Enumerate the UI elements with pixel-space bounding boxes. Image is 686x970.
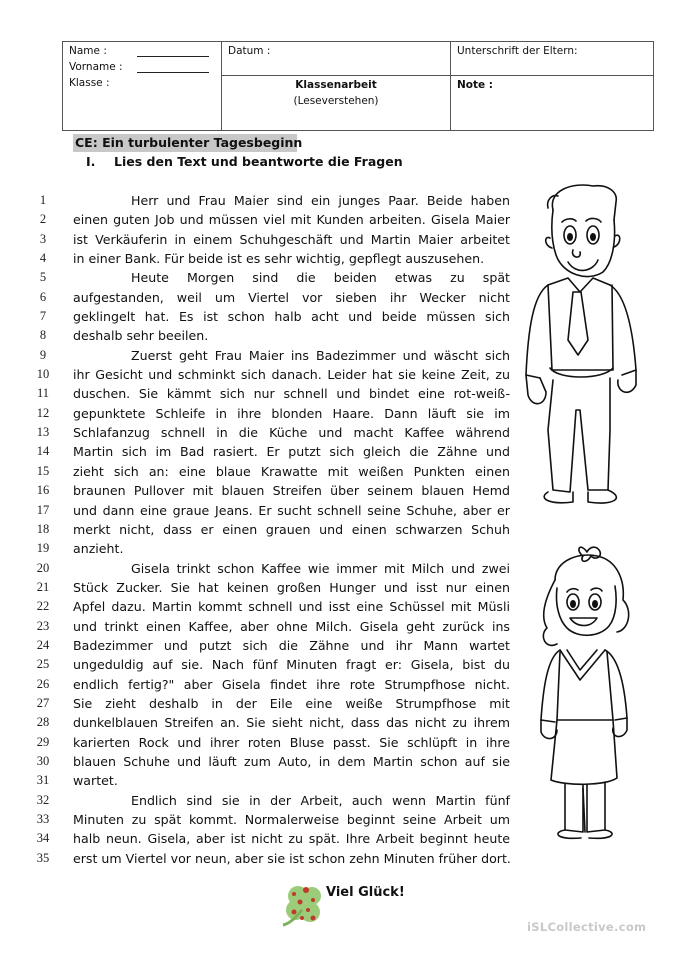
line-number: 6 xyxy=(39,289,47,304)
watermark: iSLCollective.com xyxy=(527,920,647,934)
text-line xyxy=(28,288,510,307)
text-line xyxy=(28,675,510,694)
exam-info-cell xyxy=(222,42,451,130)
line-text: duschen. Sie kämmt sich nur schnell und bindet eine rot-weiß- xyxy=(73,386,510,402)
text-line xyxy=(28,810,510,829)
name-field-line[interactable] xyxy=(137,56,209,57)
line-number: 8 xyxy=(39,328,47,343)
line-text: Herr und Frau Maier sind ein junges Paar. Beide haben xyxy=(131,193,510,208)
line-number: 18 xyxy=(36,521,50,536)
text-line xyxy=(28,849,510,868)
good-luck-text: Viel Glück! xyxy=(326,885,405,900)
line-text: Martin sich im Bad rasiert. Er putzt sich gleich die Zähne und xyxy=(73,444,510,460)
text-line xyxy=(28,791,510,810)
line-number: 27 xyxy=(36,695,50,710)
name-label: Name : xyxy=(69,45,107,57)
text-line xyxy=(28,694,510,713)
note-label: Note : xyxy=(457,79,493,91)
man-illustration xyxy=(518,180,648,525)
line-number: 14 xyxy=(36,444,50,459)
text-line xyxy=(28,268,510,287)
text-line xyxy=(28,423,510,442)
line-text: Zuerst geht Frau Maier ins Badezimmer und wäscht sich xyxy=(131,347,510,363)
text-line xyxy=(28,249,510,268)
line-text: Schlafanzug schnell in die Küche und macht Kaffee während xyxy=(73,425,510,441)
line-text: gepunktete Schleife in ihre blonden Haare. Dann läuft sie im xyxy=(73,405,510,421)
line-number: 33 xyxy=(36,812,50,826)
text-line xyxy=(28,326,510,345)
vorname-field-line[interactable] xyxy=(137,72,209,73)
line-number: 30 xyxy=(36,753,50,768)
line-text: und trinkt einen Kaffee, aber ohne Milch. Gisela geht zurück ins xyxy=(73,618,510,634)
clover-icon xyxy=(280,880,330,930)
line-text: deshalb sehr beeilen. xyxy=(73,328,209,344)
exam-subtitle: (Leseverstehen) xyxy=(293,95,379,107)
line-number: 17 xyxy=(36,502,50,517)
line-text: Endlich sind sie in der Arbeit, auch wenn Martin fünf xyxy=(131,792,510,808)
line-number: 19 xyxy=(36,541,50,556)
line-text: ihr Gesicht und schminkt sich danach. Leider hat sie keine Zeit, zu xyxy=(73,367,510,383)
line-text: Badezimmer und putzt sich die Zähne und ihr Mann wartet xyxy=(73,637,510,653)
line-text: geklingelt hat. Es ist schon halb acht und beide müssen sich xyxy=(73,309,510,325)
line-text: Heute Morgen sind die beiden etwas zu spät xyxy=(131,270,510,286)
text-line xyxy=(28,462,510,481)
line-text: in einer Bank. Für beide ist es sehr wichtig, gepflegt auszusehen. xyxy=(73,251,485,267)
line-number: 23 xyxy=(36,618,50,633)
text-line xyxy=(28,578,510,597)
exam-title: Klassenarbeit xyxy=(295,79,377,91)
text-line xyxy=(28,617,510,636)
parent-info-cell xyxy=(451,42,653,130)
signature-label: Unterschrift der Eltern: xyxy=(457,45,578,57)
line-number: 12 xyxy=(36,405,50,420)
student-info-cell xyxy=(63,42,222,130)
line-text: dunkelblauen Streifen an. Sie sieht nicht, dass das nicht zu ihrem xyxy=(73,715,510,731)
text-line xyxy=(28,771,510,790)
text-line xyxy=(28,655,510,674)
row-divider xyxy=(451,75,653,76)
line-number: 34 xyxy=(36,831,50,846)
text-line xyxy=(28,346,510,365)
line-number: 1 xyxy=(39,193,47,207)
text-line xyxy=(28,752,510,771)
reading-text xyxy=(28,191,510,868)
line-number: 10 xyxy=(36,367,50,382)
vorname-label: Vorname : xyxy=(69,61,123,73)
text-line xyxy=(28,210,510,229)
text-line xyxy=(28,501,510,520)
header-table xyxy=(62,41,654,131)
klasse-label: Klasse : xyxy=(69,77,110,89)
text-line xyxy=(28,307,510,326)
line-text: erst um Viertel vor neun, aber sie ist schon zehn Minuten früher dort. xyxy=(73,850,511,866)
line-number: 31 xyxy=(36,773,50,788)
line-text: zieht sich an: eine blaue Krawatte mit weißen Punkten einen xyxy=(73,463,510,479)
line-text: blauen Schuhe und läuft zum Auto, in dem Martin schon auf sie xyxy=(73,753,510,769)
line-text: einen guten Job und müssen viel mit Kunden arbeiten. Gisela Maier xyxy=(73,212,510,228)
line-text: Sie zieht deshalb in der Eile eine weiße Strumpfhose mit xyxy=(73,695,510,711)
line-number: 29 xyxy=(36,734,50,749)
section-title: CE: Ein turbulenter Tagesbeginn xyxy=(75,135,303,150)
line-number: 11 xyxy=(36,386,50,401)
text-line xyxy=(28,539,510,558)
task-text: Lies den Text und beantworte die Fragen xyxy=(114,154,403,169)
line-number: 21 xyxy=(36,579,50,594)
line-number: 15 xyxy=(36,463,50,478)
line-number: 3 xyxy=(39,231,47,246)
line-number: 20 xyxy=(36,560,50,575)
text-line xyxy=(28,713,510,732)
line-number: 28 xyxy=(36,715,50,730)
text-line xyxy=(28,559,510,578)
line-number: 16 xyxy=(36,483,50,498)
line-number: 2 xyxy=(39,212,47,227)
text-line xyxy=(28,829,510,848)
line-number: 22 xyxy=(36,599,50,614)
line-text: Apfel dazu. Martin kommt schnell und isst eine Schüssel mit Müsli xyxy=(73,599,510,615)
line-number: 9 xyxy=(39,347,47,362)
line-text: braunen Pullover mit blauen Streifen über seinem blauen Hemd xyxy=(73,483,510,499)
line-text: ist Verkäuferin in einem Schuhgeschäft und Martin Maier arbeitet xyxy=(73,231,510,247)
line-number: 7 xyxy=(39,309,47,324)
line-number: 32 xyxy=(36,792,50,807)
line-number: 5 xyxy=(39,270,47,285)
text-line xyxy=(28,442,510,461)
line-text: und dann eine graue Jeans. Er sucht schnell seine Schuhe, aber er xyxy=(73,502,510,518)
exam-title-block xyxy=(222,77,450,109)
task-number: I. xyxy=(86,154,96,169)
line-text: halb neun. Gisela, aber ist nicht zu spät. Ihre Arbeit beginnt heute xyxy=(73,831,510,847)
line-number: 25 xyxy=(36,657,50,672)
line-number: 35 xyxy=(36,850,50,865)
text-line xyxy=(28,230,510,249)
line-text: merkt nicht, dass er einen grauen und einen schwarzen Schuh xyxy=(73,521,510,537)
line-text: aufgestanden, weil um Viertel vor sieben ihr Wecker nicht xyxy=(73,289,510,305)
line-text: Minuten zu spät kommt. Normalerweise beginnt seine Arbeit um xyxy=(73,812,510,827)
text-line xyxy=(28,481,510,500)
line-number: 13 xyxy=(36,425,50,440)
line-text: endlich fertig?" aber Gisela findet ihre rote Strumpfhose nicht. xyxy=(73,676,510,692)
line-text: wartet. xyxy=(73,773,118,789)
text-line xyxy=(28,636,510,655)
task-heading xyxy=(86,153,403,171)
woman-illustration xyxy=(525,540,645,840)
line-number: 24 xyxy=(36,637,50,652)
line-text: Stück Zucker. Sie hat keinen großen Hunger und isst nur einen xyxy=(73,579,510,595)
text-line xyxy=(28,597,510,616)
row-divider xyxy=(222,75,450,76)
text-line xyxy=(28,191,510,210)
text-line xyxy=(28,384,510,403)
line-number: 26 xyxy=(36,676,50,691)
text-line xyxy=(28,404,510,423)
text-line xyxy=(28,520,510,539)
datum-label: Datum : xyxy=(228,45,271,57)
text-line xyxy=(28,733,510,752)
text-line xyxy=(28,365,510,384)
line-number: 4 xyxy=(39,251,47,266)
line-text: ungeduldig auf sie. Nach fünf Minuten fragt er: Gisela, bist du xyxy=(73,657,510,673)
line-text: karierten Rock und ihrer roten Bluse passt. Sie schlüpft in ihre xyxy=(73,734,510,750)
line-text: anzieht. xyxy=(73,541,124,557)
line-text: Gisela trinkt schon Kaffee wie immer mit Milch und zwei xyxy=(131,560,510,576)
